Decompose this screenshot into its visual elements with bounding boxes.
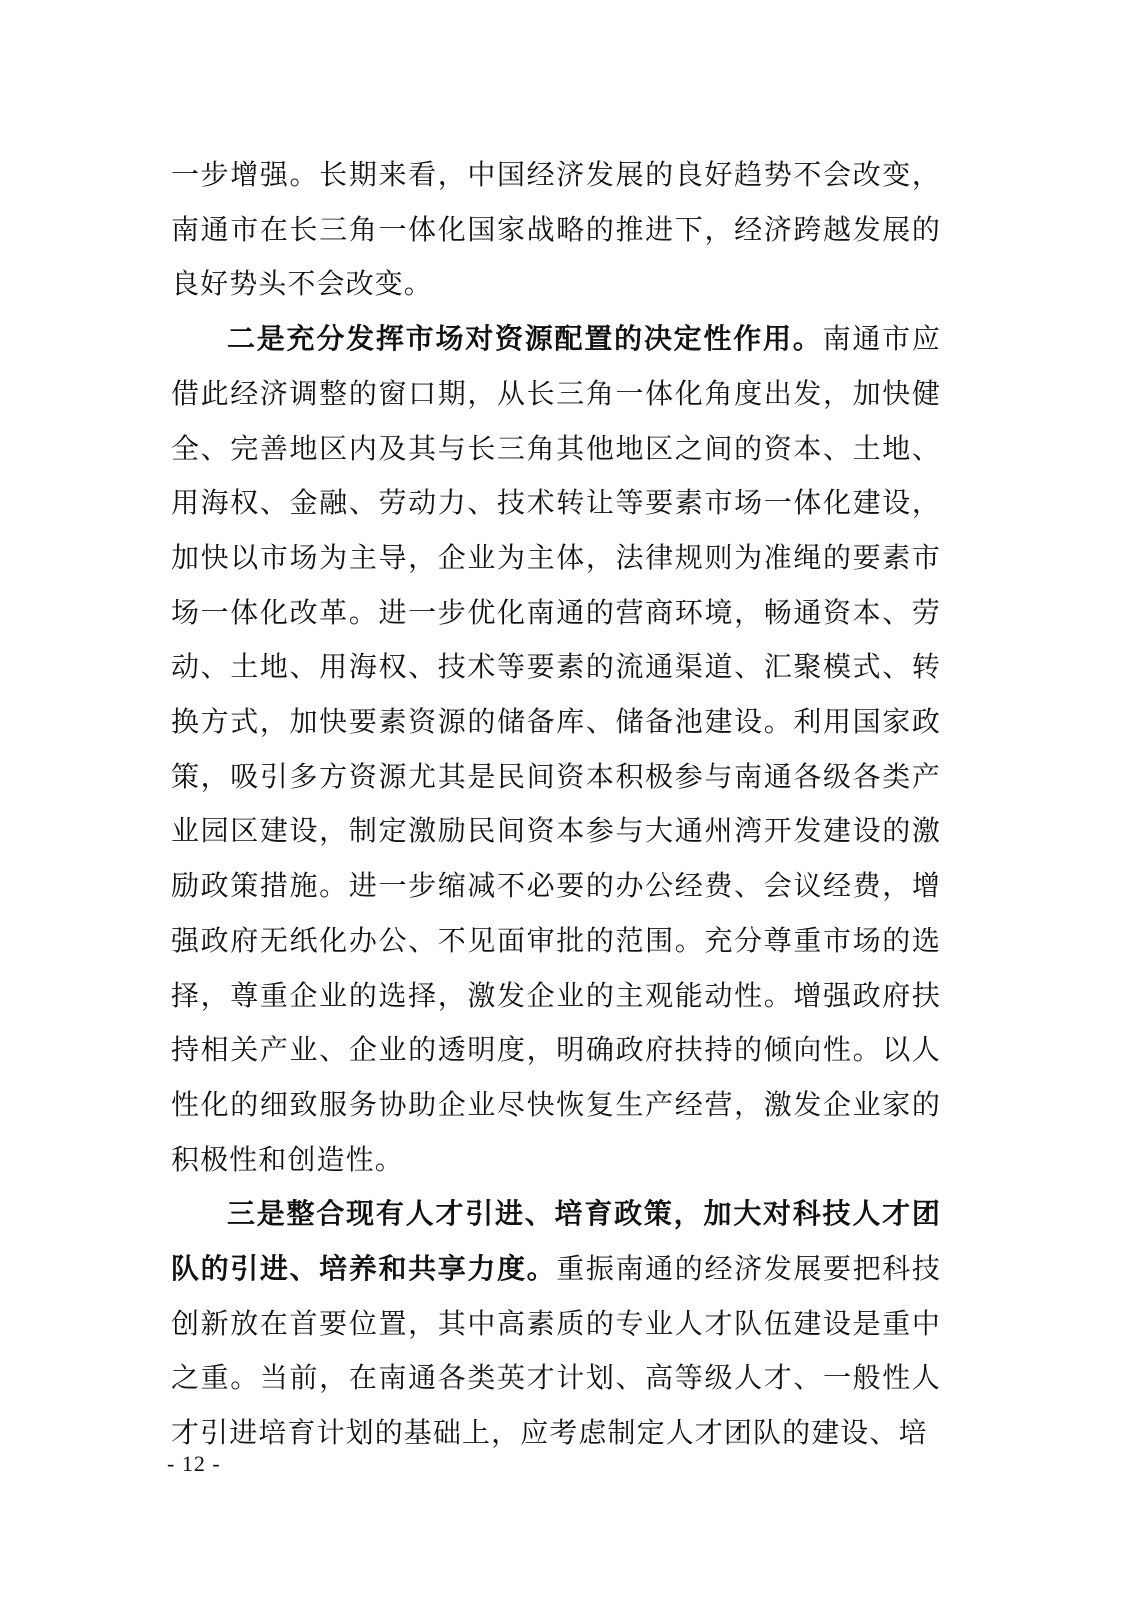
paragraph-heading: 二是充分发挥市场对资源配置的决定性作用。	[227, 322, 823, 356]
paragraph-text: 重振南通的经济发展要把科技创新放在首要位置，其中高素质的专业人才队伍建设是重中之重。当前，在南通各类英才计划、高等级人才、一般性人才引进培育计划的基础上，应考虑制定人才团队的建设、培	[171, 1252, 941, 1450]
body-text	[171, 148, 941, 1461]
paragraph-text: 一步增强。长期来看，中国经济发展的良好趋势不会改变，南通市在长三角一体化国家战略的推进下，经济跨越发展的良好势头不会改变。	[171, 158, 941, 301]
page-number: - 12 -	[167, 1451, 221, 1476]
paragraph-talent-policy	[171, 1187, 941, 1461]
paragraph-text: 南通市应借此经济调整的窗口期，从长三角一体化角度出发，加快健全、完善地区内及其与长三角其他地区之间的资本、土地、用海权、金融、劳动力、技术转让等要素市场一体化建设，加快以市场为主导，企业为主体，法律规则为准绳的要素市场一体化改革。进一步优化南通的营商环境，畅通资本、劳动、土地、用海权、技术等要素的流通渠道、汇聚模式、转换方式，加快要素资源的储备库、储备池建设。利用国家政策，吸引多方资源尤其是民间资本积极参与南通各级各类产业园区建设，制定激励民间资本参与大通州湾开发建设的激励政策措施。进一步缩减不必要的办公经费、会议经费，增强政府无纸化办公、不见面审批的范围。充分尊重市场的选择，尊重企业的选择，激发企业的主观能动性。增强政府扶持相关产业、企业的透明度，明确政府扶持的倾向性。以人性化的细致服务协助企业尽快恢复生产经营，激发企业家的积极性和创造性。	[171, 322, 941, 1176]
paragraph-heading: 三是整合现有人才引进、培育政策，加大对科技人才团队的引进、培养和共享力度。	[171, 1197, 941, 1286]
paragraph-market-allocation	[171, 312, 941, 1187]
paragraph-continuation	[171, 148, 941, 312]
